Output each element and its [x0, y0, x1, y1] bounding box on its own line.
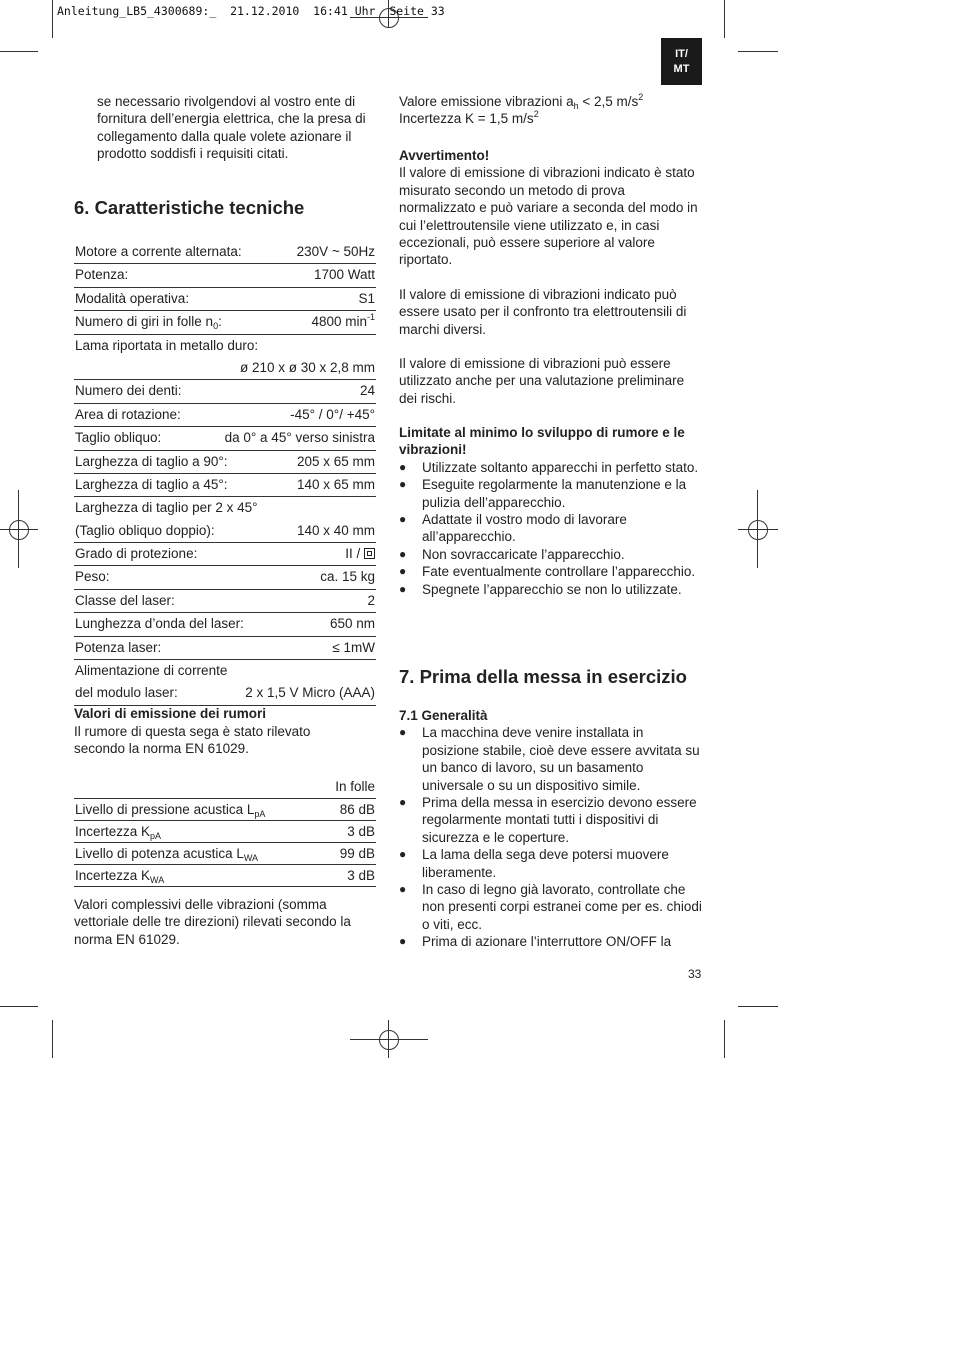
spec-label: Lunghezza d’onda del laser:	[75, 616, 244, 632]
spec-value: ca. 15 kg	[320, 569, 375, 585]
noise-row	[74, 798, 376, 820]
spec-value: 2 x 1,5 V Micro (AAA)	[245, 685, 375, 701]
spec-value: 1700 Watt	[313, 267, 375, 283]
spec-value: ≤ 1mW	[332, 639, 375, 655]
spec-value: 230V ~ 50Hz	[296, 244, 375, 259]
list-item: ● La macchina deve venire installata in posizione stabile, cioè deve essere avvitata su un banco di lavoro, su un basamento universale o su un dispositivo simile.	[399, 724, 704, 794]
spec-value: 140 x 65 mm	[296, 476, 375, 492]
general-list	[399, 724, 704, 950]
noise-value: 99 dB	[339, 846, 375, 861]
noise-label-sub: pA	[150, 831, 162, 841]
section7-title: 7. Prima della messa in esercizio	[399, 666, 687, 687]
spec-row	[74, 474, 376, 497]
spec-value: -45° / 0°/ +45°	[290, 406, 375, 422]
spec-label: Taglio obliquo:	[75, 430, 162, 446]
language-tab-line2: MT	[673, 63, 690, 75]
noise-table-header	[74, 776, 376, 798]
noise-paragraph: Il rumore di questa sega è stato rilevato secondo la norma EN 61029.	[74, 724, 311, 757]
spec-row	[74, 335, 376, 357]
spec-label: Potenza:	[75, 267, 129, 283]
spec-label: del modulo laser:	[75, 685, 178, 701]
noise-column-label: In folle	[335, 779, 375, 794]
spec-row	[74, 520, 376, 543]
spec-row	[74, 497, 376, 519]
spec-row	[74, 590, 376, 613]
spec-label: (Taglio obliquo doppio):	[75, 522, 215, 538]
spec-value: S1	[358, 290, 375, 306]
list-item: ● La lama della sega deve potersi muovere liberamente.	[399, 846, 704, 881]
vibration-values	[399, 93, 704, 128]
noise-table	[74, 776, 376, 887]
warning-paragraph-2: Il valore di emissione di vibrazioni indicato può essere usato per il confronto tra elettroutensili di marchi diversi.	[399, 286, 687, 337]
noise-row	[74, 864, 376, 887]
list-item: ● Adattate il vostro modo di lavorare all’apparecchio.	[399, 511, 704, 546]
noise-label-sub: WA	[150, 875, 165, 885]
spec-row	[74, 451, 376, 474]
noise-label: Livello di potenza acustica $L_{WA}$	[75, 846, 259, 863]
spec-value: ø 210 x ø 30 x 2,8 mm	[239, 359, 375, 375]
noise-value: 3 dB	[347, 868, 375, 883]
noise-row	[74, 842, 376, 864]
vibration-paragraph: Valori complessivi delle vibrazioni (somma vettoriale delle tre direzioni) rilevati secondo la norma EN 61029.	[74, 897, 351, 947]
list-item: ● Spegnete l’apparecchio se non lo utilizzate.	[399, 581, 704, 598]
spec-row	[74, 357, 376, 380]
spec-row	[74, 380, 376, 403]
spec-value: 650 nm	[329, 616, 375, 632]
section6-title: 6. Caratteristiche tecniche	[74, 197, 305, 218]
general-block	[399, 707, 704, 951]
noise-label-sub: pA	[254, 809, 266, 819]
print-slug: Anleitung_LB5_4300689:_ 21.12.2010 16:41 Uhr Seite 33	[57, 4, 445, 18]
spec-value: 4800 $\min^{-1}$	[311, 312, 375, 330]
noise-label-sub: WA	[243, 853, 259, 863]
noise-row	[74, 820, 376, 842]
spec-row	[74, 682, 376, 705]
spec-row	[74, 543, 376, 566]
warning-heading: Avvertimento!	[399, 148, 490, 163]
spec-row	[74, 660, 376, 682]
vibration-value-line: Valore emissione vibrazioni $a_h < 2,5$ $m/s^2$	[399, 92, 644, 111]
spec-value: 205 x 65 mm	[296, 453, 375, 469]
spec-value-sup: -1	[366, 312, 375, 323]
spec-label: Area di rotazione:	[75, 406, 181, 422]
intro-paragraph: se necessario rivolgendovi al vostro ente di fornitura dell’energia elettrica, che la presa di collegamento dalla quale volete azionare il prodotto soddisfi i requisiti citati.	[97, 94, 366, 162]
spec-value: 2	[367, 592, 375, 608]
spec-label: Peso:	[75, 569, 110, 585]
spec-row	[74, 311, 376, 334]
spec-row	[74, 613, 376, 636]
page-number: 33	[688, 967, 702, 981]
warning-paragraph-1: Il valore di emissione di vibrazioni indicato è stato misurato secondo un metodo di prova normalizzato e può variare a seconda del modo in cui l’elettroutensile viene utilizzato e, in casi eccezionali, può essere superiore al valore riportato.	[399, 165, 698, 268]
spec-label: Larghezza di taglio a 45°:	[75, 476, 228, 492]
noise-label: Incertezza $K_{WA}$	[75, 868, 165, 885]
spec-row	[74, 264, 376, 287]
spec-label: Larghezza di taglio per 2 x 45°	[75, 500, 258, 516]
noise-label: Livello di pressione acustica $L_{pA}$	[75, 802, 266, 819]
noise-heading: Valori di emissione dei rumori	[74, 706, 267, 721]
spec-row	[74, 404, 376, 427]
spec-label: Modalità operativa:	[75, 290, 190, 306]
list-item: ● Fate eventualmente controllare l’apparecchio.	[399, 563, 704, 580]
spec-label: Potenza laser:	[75, 639, 162, 655]
list-item: ● Non sovraccaricate l’apparecchio.	[399, 546, 704, 563]
list-item: ● Prima della messa in esercizio devono essere regolarmente montati tutti i dispositivi di sicurezza e le coperture.	[399, 794, 704, 846]
noise-label: Incertezza $K_{pA}$	[75, 824, 162, 841]
spec-row	[74, 637, 376, 660]
limit-list	[399, 459, 704, 598]
limit-block	[399, 424, 704, 598]
limit-heading: Limitate al minimo lo sviluppo di rumore e le vibrazioni!	[399, 425, 685, 458]
spec-label: Grado di protezione:	[75, 546, 198, 562]
spec-row	[74, 241, 376, 264]
list-item: ● Utilizzate soltanto apparecchi in perfetto stato.	[399, 459, 704, 476]
spec-row	[74, 288, 376, 311]
vibration-uncertainty-line: Incertezza K = 1,5 $m/s^2$	[399, 109, 539, 127]
spec-label: Numero di giri in folle $n_0$:	[75, 314, 222, 332]
warning-paragraph-3: Il valore di emissione di vibrazioni può essere utilizzato anche per una valutazione preliminare dei rischi.	[399, 356, 685, 406]
list-item: ● Prima di azionare l’interruttore ON/OFF la	[399, 933, 704, 950]
noise-value: 3 dB	[347, 824, 375, 839]
language-tab	[661, 38, 702, 85]
spec-value: da 0° a 45° verso sinistra	[224, 430, 375, 446]
spec-label: Larghezza di taglio a 90°:	[75, 453, 228, 469]
spec-label: Numero dei denti:	[75, 383, 182, 399]
list-item: ● Eseguite regolarmente la manutenzione e la pulizia dell’apparecchio.	[399, 476, 704, 511]
language-tab-line1: IT/	[675, 48, 688, 60]
spec-table	[74, 241, 376, 706]
warning-block	[399, 147, 704, 407]
list-item: ● In caso di legno già lavorato, controllate che non presenti corpi estranei come per es. chiodi o viti, ecc.	[399, 881, 704, 933]
spec-label: Alimentazione di corrente	[75, 663, 228, 679]
spec-label: Motore a corrente alternata:	[75, 244, 242, 259]
spec-row	[74, 566, 376, 589]
noise-value: 86 dB	[339, 802, 375, 817]
protection-class-icon	[364, 548, 375, 559]
spec-label-sub: 0	[213, 321, 219, 332]
subsection-7-1-title: 7.1 Generalità	[399, 708, 488, 723]
spec-value: 24	[359, 383, 375, 399]
spec-label: Lama riportata in metallo duro:	[75, 337, 259, 353]
spec-value: II /	[345, 543, 375, 565]
spec-value: 140 x 40 mm	[296, 522, 375, 538]
spec-row	[74, 427, 376, 450]
spec-label: Classe del laser:	[75, 592, 175, 608]
